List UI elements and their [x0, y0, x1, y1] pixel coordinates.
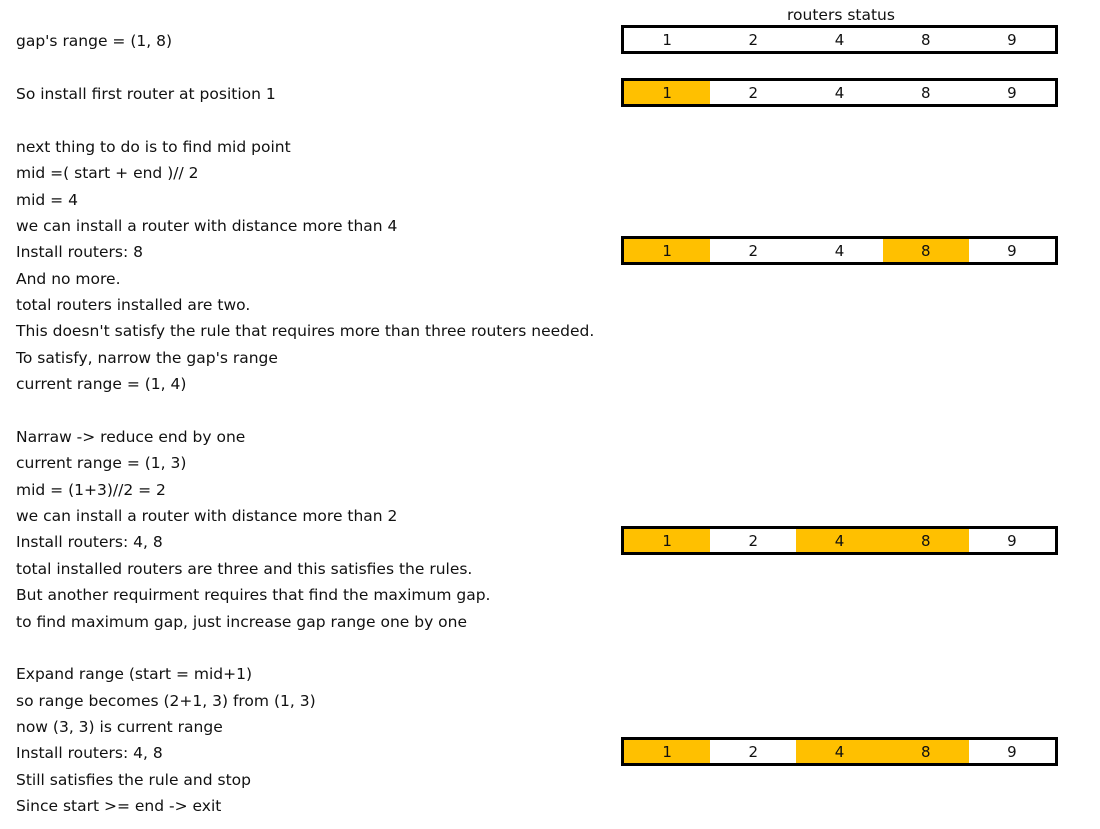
text-line: current range = (1, 4)	[16, 375, 187, 393]
router-cell: 8	[883, 81, 969, 104]
text-line: mid = (1+3)//2 = 2	[16, 481, 166, 499]
router-cell: 1	[624, 239, 710, 262]
router-cell: 9	[969, 239, 1055, 262]
text-line: And no more.	[16, 270, 121, 288]
router-status-row	[621, 526, 1058, 555]
text-line: Install routers: 8	[16, 243, 143, 261]
text-line: This doesn't satisfy the rule that requires more than three routers needed.	[16, 322, 595, 340]
router-cell: 2	[710, 740, 796, 763]
router-status-row	[621, 25, 1058, 54]
router-cell: 4	[796, 740, 882, 763]
router-status-row	[621, 78, 1058, 107]
text-line: we can install a router with distance more than 2	[16, 507, 398, 525]
routers-status-title: routers status	[787, 6, 895, 24]
router-cell: 9	[969, 740, 1055, 763]
router-cell: 1	[624, 28, 710, 51]
router-cell: 8	[883, 239, 969, 262]
router-status-row	[621, 236, 1058, 265]
router-cell: 8	[883, 529, 969, 552]
text-line: so range becomes (2+1, 3) from (1, 3)	[16, 692, 316, 710]
text-line: next thing to do is to find mid point	[16, 138, 291, 156]
router-cell: 8	[883, 28, 969, 51]
text-line: total routers installed are two.	[16, 296, 251, 314]
router-cell: 2	[710, 81, 796, 104]
text-line: mid =( start + end )// 2	[16, 164, 199, 182]
router-cell: 1	[624, 740, 710, 763]
router-cell: 2	[710, 28, 796, 51]
text-line: to find maximum gap, just increase gap range one by one	[16, 613, 468, 631]
text-line: gap's range = (1, 8)	[16, 32, 173, 50]
router-cell: 9	[969, 81, 1055, 104]
router-cell: 9	[969, 529, 1055, 552]
text-line: now (3, 3) is current range	[16, 718, 223, 736]
text-line: Since start >= end -> exit	[16, 797, 222, 815]
text-line: mid = 4	[16, 191, 78, 209]
text-line: Install routers: 4, 8	[16, 533, 163, 551]
router-cell: 4	[796, 81, 882, 104]
text-line: To satisfy, narrow the gap's range	[16, 349, 278, 367]
router-status-row	[621, 737, 1058, 766]
router-cell: 4	[796, 239, 882, 262]
router-cell: 2	[710, 239, 796, 262]
router-cell: 1	[624, 529, 710, 552]
text-line: we can install a router with distance more than 4	[16, 217, 398, 235]
text-line: But another requirment requires that find the maximum gap.	[16, 586, 491, 604]
text-line: Install routers: 4, 8	[16, 744, 163, 762]
text-line: Narraw -> reduce end by one	[16, 428, 246, 446]
text-line: current range = (1, 3)	[16, 454, 187, 472]
router-cell: 9	[969, 28, 1055, 51]
router-cell: 2	[710, 529, 796, 552]
router-cell: 4	[796, 529, 882, 552]
text-line: total installed routers are three and this satisfies the rules.	[16, 560, 473, 578]
text-line: So install first router at position 1	[16, 85, 276, 103]
text-line: Expand range (start = mid+1)	[16, 665, 253, 683]
router-cell: 4	[796, 28, 882, 51]
router-cell: 1	[624, 81, 710, 104]
router-cell: 8	[883, 740, 969, 763]
text-line: Still satisfies the rule and stop	[16, 771, 251, 789]
